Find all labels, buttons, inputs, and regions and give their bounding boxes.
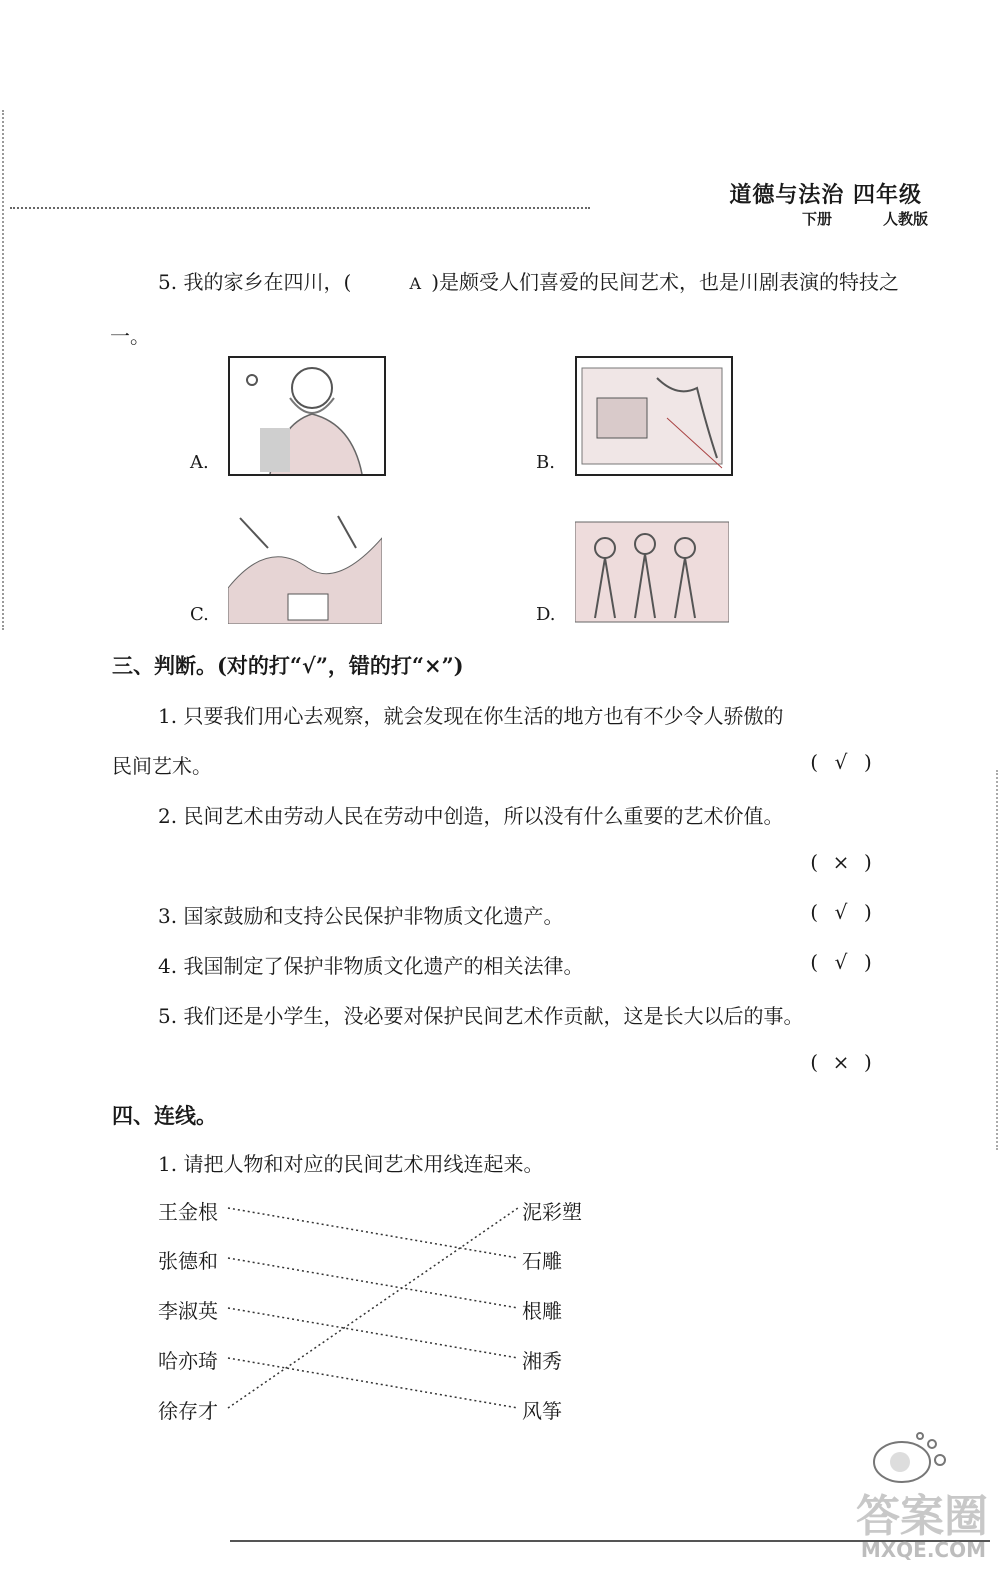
judgement-item-2: 2. 民间艺术由劳动人民在劳动中创造，所以没有什么重要的艺术价值。	[158, 804, 784, 828]
match-line	[228, 1208, 518, 1258]
section-3-title: 三、判断。(对的打“√”，错的打“×”)	[112, 653, 464, 678]
answer-mark-3: √	[834, 900, 848, 924]
person-name: 张德和	[158, 1249, 218, 1273]
folk-art-name: 根雕	[522, 1299, 562, 1323]
watermark-url: MXQE.COM	[860, 1538, 986, 1562]
header-publisher: 人教版	[882, 210, 928, 228]
person-name: 徐存才	[158, 1399, 218, 1423]
answer-mark-4: √	[834, 950, 848, 974]
judgement-item-5: 5. 我们还是小学生，没必要对保护民间艺术作贡献，这是长大以后的事。	[158, 1004, 804, 1028]
choice-b-label: B.	[536, 452, 555, 473]
q5-text-before: 5. 我的家乡在四川，(	[158, 270, 352, 294]
answer-paren-3: ( √ )	[810, 900, 872, 924]
judgement-item-3: 3. 国家鼓励和支持公民保护非物质文化遗产。	[158, 904, 564, 928]
q5-answer: A	[409, 274, 422, 293]
answer-paren-2: ( × )	[810, 850, 872, 874]
header-subject-grade: 道德与法治 四年级	[729, 182, 922, 208]
answer-mark-2: ×	[832, 850, 850, 874]
match-line	[228, 1308, 518, 1358]
judgement-item-4: 4. 我国制定了保护非物质文化遗产的相关法律。	[158, 954, 584, 978]
choice-c-label: C.	[190, 604, 209, 625]
match-line	[228, 1258, 518, 1308]
answer-paren-4: ( √ )	[810, 950, 872, 974]
answer-mark-5: ×	[832, 1050, 850, 1074]
folk-art-name: 石雕	[522, 1249, 562, 1273]
section-4-title: 四、连线。	[112, 1103, 217, 1128]
person-name: 王金根	[158, 1200, 218, 1224]
judgement-item-1: 1. 只要我们用心去观察，就会发现在你生活的地方也有不少令人骄傲的	[158, 704, 784, 728]
match-line	[228, 1208, 518, 1408]
answer-mark-1: √	[834, 750, 848, 774]
person-name: 哈亦琦	[158, 1349, 218, 1373]
folk-art-name: 湘秀	[522, 1349, 562, 1373]
folk-art-name: 风筝	[522, 1399, 562, 1423]
choice-d-label: D.	[536, 604, 556, 625]
person-name: 李淑英	[158, 1299, 218, 1323]
folk-art-name: 泥彩塑	[522, 1200, 582, 1224]
header-volume: 下册	[802, 210, 833, 228]
matching-instruction: 1. 请把人物和对应的民间艺术用线连起来。	[158, 1152, 544, 1176]
answer-paren-1: ( √ )	[810, 750, 872, 774]
judgement-item-1-cont: 民间艺术。	[112, 754, 212, 778]
q5-text-after: )是颇受人们喜爱的民间艺术，也是川剧表演的特技之一。	[110, 270, 900, 348]
answer-paren-5: ( × )	[810, 1050, 872, 1074]
watermark-logo: 答案圈	[856, 1491, 988, 1542]
match-line	[228, 1358, 518, 1408]
choice-a-label: A.	[190, 452, 209, 473]
